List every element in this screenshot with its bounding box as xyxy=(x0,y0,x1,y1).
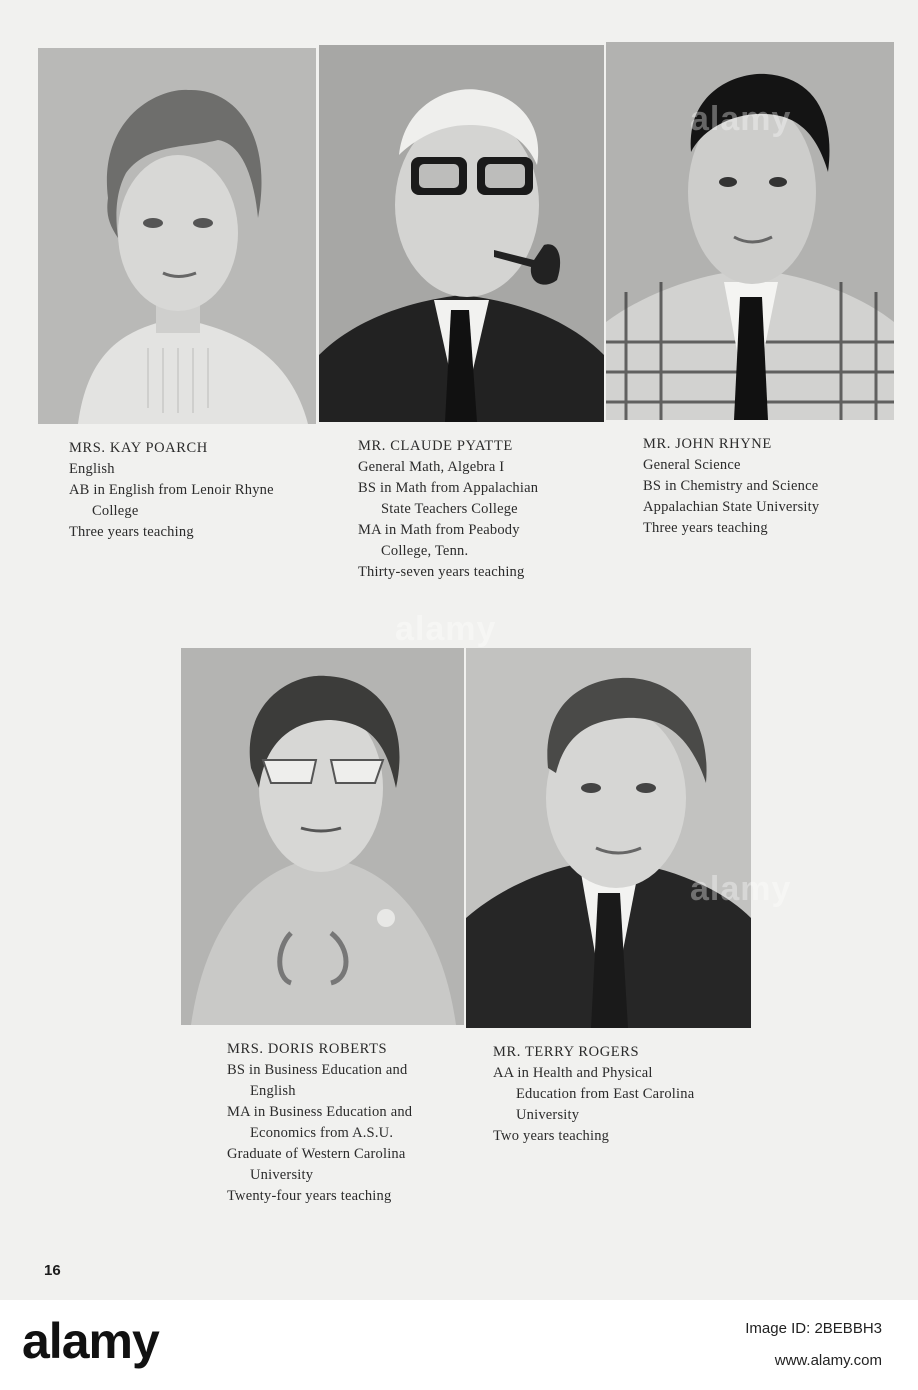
caption-line: General Math, Algebra I xyxy=(358,459,505,475)
caption-line: BS in Business Education and xyxy=(227,1062,408,1078)
caption-line: Appalachian State University xyxy=(643,499,820,515)
caption-line: Twenty-four years teaching xyxy=(227,1188,392,1204)
caption-line: University xyxy=(516,1107,580,1123)
caption-line: College, Tenn. xyxy=(381,543,469,559)
caption-line: English xyxy=(250,1083,296,1099)
caption-line: Two years teaching xyxy=(493,1128,610,1144)
caption-line: AA in Health and Physical xyxy=(493,1065,653,1081)
stock-footer xyxy=(0,1300,918,1390)
portrait-photo-pyatte xyxy=(319,45,604,422)
teacher-name: MR. TERRY ROGERS xyxy=(493,1044,640,1060)
image-id: Image ID: 2BEBBH3 xyxy=(745,1320,882,1337)
site-url: www.alamy.com xyxy=(774,1352,882,1369)
portrait-photo-roberts xyxy=(181,648,464,1025)
caption-line: Education from East Carolina xyxy=(516,1086,695,1102)
caption-roberts xyxy=(227,1039,467,1207)
caption-line: General Science xyxy=(643,457,741,473)
caption-line: AB in English from Lenoir Rhyne xyxy=(69,482,274,498)
watermark: alamy xyxy=(395,610,497,648)
caption-line: BS in Math from Appalachian xyxy=(358,480,539,496)
teacher-name: MR. CLAUDE PYATTE xyxy=(358,438,513,454)
caption-line: Economics from A.S.U. xyxy=(250,1125,394,1141)
caption-line: State Teachers College xyxy=(381,501,518,517)
alamy-logo: alamy xyxy=(22,1313,159,1369)
caption-line: Thirty-seven years teaching xyxy=(358,564,525,580)
caption-line: BS in Chemistry and Science xyxy=(643,478,819,494)
caption-line: Three years teaching xyxy=(69,524,194,540)
page-number: 16 xyxy=(44,1262,61,1279)
caption-rogers xyxy=(493,1042,743,1147)
caption-line: University xyxy=(250,1167,314,1183)
watermark: alamy xyxy=(690,870,792,908)
portrait-photo-rhyne xyxy=(606,42,894,420)
teacher-name: MRS. KAY POARCH xyxy=(69,440,208,456)
watermark: alamy xyxy=(690,100,792,138)
caption-line: English xyxy=(69,461,115,477)
teacher-name: MR. JOHN RHYNE xyxy=(643,436,772,452)
caption-pyatte xyxy=(358,436,603,583)
caption-rhyne xyxy=(643,434,883,539)
portrait-photo-rogers xyxy=(466,648,751,1028)
caption-line: MA in Math from Peabody xyxy=(358,522,520,538)
caption-line: Three years teaching xyxy=(643,520,768,536)
caption-line: College xyxy=(92,503,139,519)
teacher-name: MRS. DORIS ROBERTS xyxy=(227,1041,388,1057)
portrait-photo-poarch xyxy=(38,48,316,424)
caption-line: MA in Business Education and xyxy=(227,1104,413,1120)
caption-poarch xyxy=(69,438,314,543)
caption-line: Graduate of Western Carolina xyxy=(227,1146,406,1162)
